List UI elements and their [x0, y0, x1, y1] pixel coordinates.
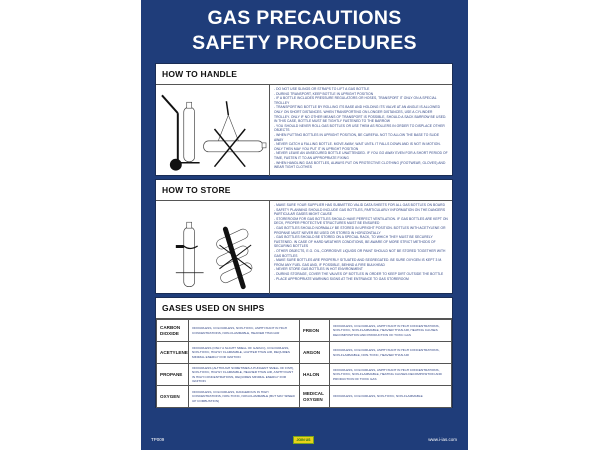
gas-description: ODOURLESS (ONLY A SLIGHT SMELL OF GARLIC), COLOURLESS, NON-TOXIC, HIGHLY FLAMMABLE, LIGHTER THAN AIR, REQUIRES MINIMAL ENERGY FOR IGNITION	[189, 342, 300, 364]
gas-name: OXYGEN	[157, 386, 189, 408]
title-line-1: GAS PRECAUTIONS	[207, 7, 402, 29]
gas-bottle-trolley-icon	[156, 85, 269, 176]
store-rule: - NEVER STORE GAS BOTTLES IN HOT ENVIRONMENT	[274, 267, 363, 272]
handle-rule: - NEVER CATCH A FALLING BOTTLE. MOVE AWAY, WAIT UNTIL IT FALLS DOWN AND IS NOT IN MOTION. ONLY THEN MAY YOU PUT IT IN UPRIGHT POSITION	[274, 142, 441, 151]
store-rule: - OTHER OBJECTS, E.G. OIL, CORROSIVE LIQUIDS OR PAINT SHOULD NOT BE STORED TOGETHER WITH GAS BOTTLES	[274, 248, 446, 258]
handle-section	[155, 63, 453, 176]
store-rule: - DURING STORAGE, COVER THE VALVES OF BOTTLES IN ORDER TO KEEP DIRT OUTSIDE THE BOTTLE	[274, 271, 444, 276]
store-rules-list	[274, 203, 448, 281]
table-row	[157, 386, 452, 408]
gas-description: ODOURLESS, COLOURLESS, ASPHYXIANT IN HIGH CONCENTRATIONS, NON-TOXIC, NON-FLAMMABLE, HEAVIER THAN AIR, HEATING CAUSES DECOMPOSITION AND PRODUCTION OF TOXIC GAS	[330, 320, 452, 342]
title-line-2: SAFETY PROCEDURES	[192, 32, 417, 54]
handle-rule: - DO NOT USE SLINGS OR STRAPS TO LIFT A GAS BOTTLE	[274, 87, 370, 91]
store-rule: - MAKE SURE YOUR SUPPLIER HAS SUBMITTED VALID DATA SHEETS FOR ALL GAS BOTTLES ON BOARD	[274, 203, 446, 207]
handle-rule: - WHEN HANDLING GAS BOTTLES, ALWAYS PUT ON PROTECTIVE CLOTHING (FOOTWEAR, GLOVES) AND WEAR TIGHT CLOTHES	[274, 160, 446, 170]
join-us-badge: JOIN US	[293, 436, 314, 444]
store-rule: - MAKE SURE BOTTLES ARE PROPERLY SITUATED AND SEGREGATED. BE SURE OXYGEN IS KEPT 3 M. FROM ANY FUEL GAS AND, IF POSSIBLE, BEHIND A FIRE BULKHEAD	[274, 258, 443, 267]
store-rule: - GAS BOTTLES SHOULD BE STORED ON A SPECIAL RACK, TO WHICH THEY MUST BE SECURELY FASTENED. IN CASE OF HARD WEATHER CONDITIONS, BE AWARE OF MORE STRICT METHODS OF SECURING BOTTLES	[274, 235, 436, 249]
gases-table	[156, 319, 452, 408]
gas-description: ODOURLESS (ALTHOUGH SOMETIMES A PUNGENT SMELL OF FISH), NON-TOXIC, HIGHLY FLAMMABLE, HEAVIER THAN AIR, ASPHYXIANT IN HIGH CONCENTRATIONS, REQUIRES MINIMAL ENERGY FOR IGNITION	[189, 364, 300, 386]
gas-description: ODOURLESS, COLOURLESS, ASPHYXIANT IN HIGH CONCENTRATIONS, NON-TOXIC, NON-FLAMMABLE, HEATING CAUSES DECOMPOSITION AND PRODUCTION OF TOXIC GAS	[330, 364, 452, 386]
no-sling-lifting-icon	[204, 101, 266, 166]
handle-rule: - DURING TRANSPORT, KEEP BOTTLE IN UPRIGHT POSITION	[274, 91, 374, 96]
handle-body	[156, 85, 452, 176]
gas-name: FREON	[300, 320, 330, 342]
poster-title	[141, 6, 468, 56]
gas-description: ODOURLESS, COLOURLESS, NON-TOXIC, ASPHYXIANT IN HIGH CONCENTRATIONS, NON-FLAMMABLE, HEAVIER THAN AIR	[189, 320, 300, 342]
handle-rule: - YOU SHOULD NEVER ROLL GAS BOTTLES OR USE THEM AS ROLLERS IN ORDER TO DISPLACE OTHER OBJECTS	[274, 123, 445, 133]
gas-name: HALON	[300, 364, 330, 386]
gas-name: PROPANE	[157, 364, 189, 386]
gas-description: ODOURLESS, COLOURLESS, ASPHYXIANT IN HIGH CONCENTRATIONS, NON-FLAMMABLE, NON-TOXIC, HEAVIER THAN AIR	[330, 342, 452, 364]
poster-code: TP009	[151, 437, 165, 442]
handle-rule: - WHEN PUTTING BOTTLES IN UPRIGHT POSITION, BE CAREFUL NOT TO ALLOW THE BASE TO SLIDE AWAY	[274, 132, 440, 142]
store-heading: HOW TO STORE	[156, 180, 452, 201]
gas-name: ACETYLENE	[157, 342, 189, 364]
gas-name: CARBON DIOXIDE	[157, 320, 189, 342]
handle-rule: - NEVER LEAVE AN UNSECURED BOTTLE UNATTENDED. IF YOU GO AWAY EVEN FOR A SHORT PERIOD OF TIME, FASTEN IT TO AN APPROPRIATE FIXING	[274, 151, 448, 160]
store-section	[155, 179, 453, 294]
gas-name: MEDICAL OXYGEN	[300, 386, 330, 408]
no-stacked-bottles-icon	[215, 227, 254, 286]
table-row	[157, 342, 452, 364]
gases-section	[155, 297, 453, 408]
strapped-upright-bottle-icon	[156, 201, 269, 294]
safety-poster	[141, 0, 468, 450]
website-url: www.i-ias.com	[428, 437, 457, 442]
gas-name: ARGON	[300, 342, 330, 364]
handle-heading: HOW TO HANDLE	[156, 64, 452, 85]
table-row	[157, 364, 452, 386]
table-row	[157, 320, 452, 342]
handle-illustration	[156, 85, 270, 176]
gas-description: ODOURLESS, COLOURLESS, NON-TOXIC, NON-FLAMMABLE	[330, 386, 452, 408]
gas-description: ODOURLESS, COLOURLESS, DANGEROUS IN HIGH CONCENTRATIONS, NON-TOXIC, NON-FLAMMABLE (BUT MAY SPEED UP COMBUSTION)	[189, 386, 300, 408]
handle-rules-list	[274, 87, 448, 170]
store-rule: - PLACE APPROPRIATE WARNING SIGNS AT THE ENTRANCE TO GAS STOREROOM	[274, 276, 409, 281]
handle-rule: - TRANSPORTING BOTTLE BY ROLLING ITS BASE AND HOLDING ITS VALVE AT AN ANGLE IS ALLOWED ONLY ON SHORT DISTANCES. WHEN TRANSPORTING ON LONGER DISTANCES, USE A CYLINDER TROLLEY. ONLY IF NO OTHER MEANS OF TRANSPORT IS POSSIBLE, SHOULD A SACK BARROW BE USED. IN THIS CASE, BOTTLE MUST BE TIGHTLY FASTENED TO THE BARROW	[274, 105, 447, 124]
store-rule: - STOREROOM FOR GAS BOTTLES SHOULD HAVE PERFECT VENTILATION. IF GAS BOTTLES ARE KEPT ON DECK, PROPER PROTECTIVE STRUCTURES MUST BE ENSURED	[274, 216, 448, 226]
handle-rule: - IF A BOTTLE INCLUDES PRESSURE REGULATORS OR HOSES, TRANSPORT IT ONLY ON A SPECIAL TROLLEY	[274, 96, 437, 105]
store-body	[156, 201, 452, 294]
store-rule: - GAS BOTTLES SHOULD NORMALLY BE STORED IN UPRIGHT POSITION. BOTTLES WITH ACETYLENE OR PROPANE MUST NEVER BE USED OR STORED IN HORIZONTALLY	[274, 225, 446, 235]
store-rule: - SAFETY PLANNING SHOULD INCLUDE GAS BOTTLES, PARTICULARLY INFORMATION ON THE DANGERS PARTICULAR GASES MIGHT CAUSE	[274, 207, 446, 217]
gases-heading: GASES USED ON SHIPS	[156, 298, 452, 319]
store-illustration	[156, 201, 270, 294]
